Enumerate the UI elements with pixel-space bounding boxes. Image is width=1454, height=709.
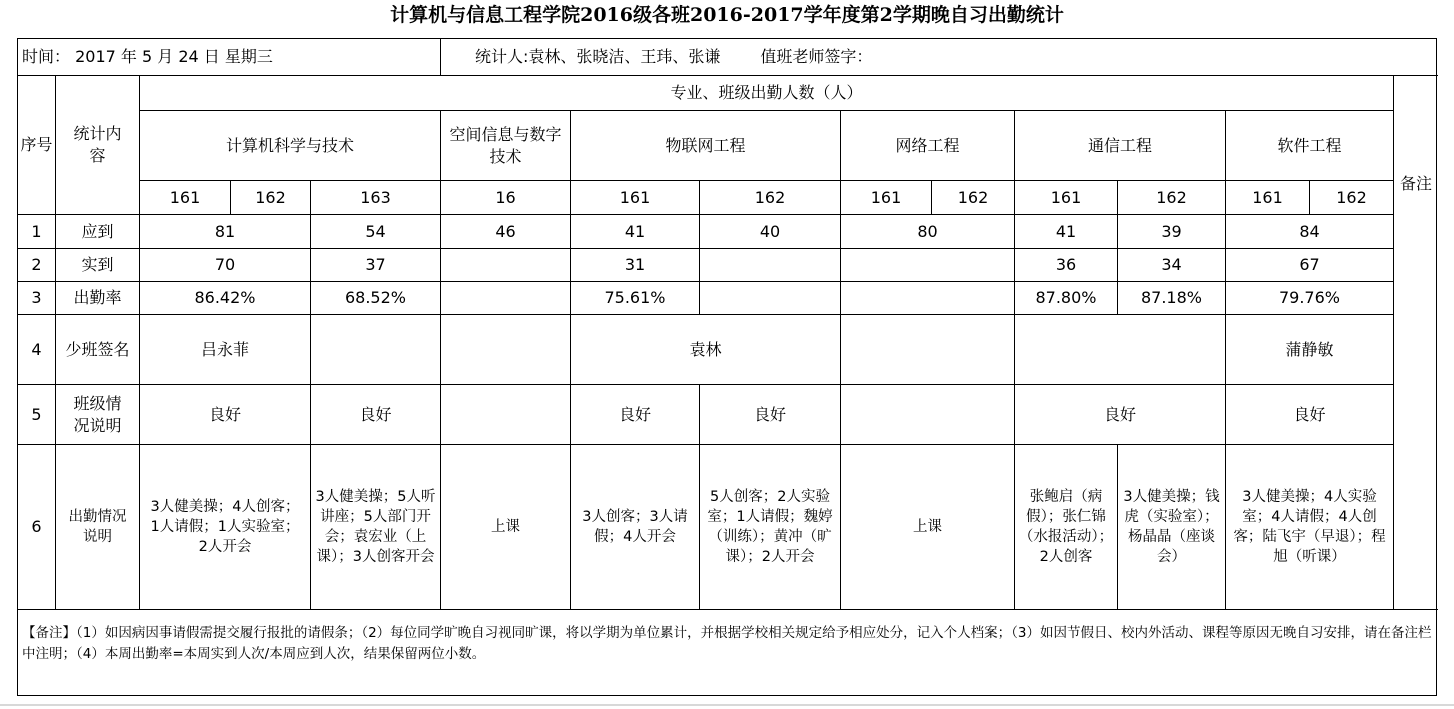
row1-net: 80 [841, 215, 1015, 249]
row4-sw: 蒲静敏 [1226, 315, 1394, 385]
row6-cs12: 3人健美操；4人创客；1人请假；1人实验室；2人开会 [140, 445, 311, 610]
row3-cs3: 68.52% [311, 282, 441, 315]
row6-label: 出勤情况说明 [56, 445, 140, 610]
row6-no: 6 [18, 445, 56, 610]
major-software: 软件工程 [1226, 111, 1394, 181]
row2-sw: 67 [1226, 249, 1394, 282]
row4-cs3 [311, 315, 441, 385]
row4-net [841, 315, 1015, 385]
row5-cs12: 良好 [140, 385, 311, 445]
row1-cs3: 54 [311, 215, 441, 249]
row5-net [841, 385, 1015, 445]
class-tc-161: 161 [1015, 181, 1118, 215]
major-iot: 物联网工程 [571, 111, 841, 181]
row2-iot1: 31 [571, 249, 700, 282]
row1-sw: 84 [1226, 215, 1394, 249]
row3-label: 出勤率 [56, 282, 140, 315]
row6-iot1: 3人创客；3人请假；4人开会 [571, 445, 700, 610]
row3-spatial [441, 282, 571, 315]
row6-iot2: 5人创客；2人实验室；1人请假；魏婷（训练）；黄冲（旷课）；2人开会 [700, 445, 841, 610]
row2-spatial [441, 249, 571, 282]
class-cs-163: 163 [311, 181, 441, 215]
row2-tc2: 34 [1118, 249, 1226, 282]
row3-net [841, 282, 1015, 315]
row1-no: 1 [18, 215, 56, 249]
header-content: 统计内容 [56, 76, 140, 215]
row1-tc2: 39 [1118, 215, 1226, 249]
row2-iot2 [700, 249, 841, 282]
row1-spatial: 46 [441, 215, 571, 249]
class-cs-162: 162 [231, 181, 311, 215]
row1-cs12: 81 [140, 215, 311, 249]
row4-iot: 袁林 [571, 315, 841, 385]
major-cs: 计算机科学与技术 [140, 111, 441, 181]
row2-cs3: 37 [311, 249, 441, 282]
attendance-sheet [17, 38, 1437, 696]
row5-tc: 良好 [1015, 385, 1226, 445]
row2-tc1: 36 [1015, 249, 1118, 282]
row5-sw: 良好 [1226, 385, 1394, 445]
class-iot-162: 162 [700, 181, 841, 215]
row1-iot2: 40 [700, 215, 841, 249]
class-tc-162: 162 [1118, 181, 1226, 215]
row1-tc1: 41 [1015, 215, 1118, 249]
row1-label: 应到 [56, 215, 140, 249]
row3-cs12: 86.42% [140, 282, 311, 315]
row3-no: 3 [18, 282, 56, 315]
row6-tc1: 张鲍启（病假）；张仁锦（水报活动）；2人创客 [1015, 445, 1118, 610]
row5-iot1: 良好 [571, 385, 700, 445]
class-net-162: 162 [932, 181, 1015, 215]
row3-tc1: 87.80% [1015, 282, 1118, 315]
row4-no: 4 [18, 315, 56, 385]
class-sw-161: 161 [1226, 181, 1310, 215]
row5-no: 5 [18, 385, 56, 445]
info-date: 时间： 2017 年 5 月 24 日 星期三 [18, 39, 441, 76]
row5-iot2: 良好 [700, 385, 841, 445]
row1-iot1: 41 [571, 215, 700, 249]
row2-no: 2 [18, 249, 56, 282]
row4-cs12: 吕永菲 [140, 315, 311, 385]
row6-tc2: 3人健美操；钱虎（实验室）；杨晶晶（座谈会） [1118, 445, 1226, 610]
row4-spatial [441, 315, 571, 385]
row2-cs12: 70 [140, 249, 311, 282]
header-remark: 备注 [1394, 76, 1438, 610]
row2-net [841, 249, 1015, 282]
row6-net: 上课 [841, 445, 1015, 610]
row4-label: 少班签名 [56, 315, 140, 385]
bottom-edge-divider [0, 704, 1454, 706]
row6-sw: 3人健美操；4人实验室；4人请假；4人创客；陆飞宇（早退）；程旭（听课） [1226, 445, 1394, 610]
info-stat: 统计人:袁林、张晓洁、王玮、张谦 [475, 47, 721, 66]
info-teacher: 值班老师签字： [760, 47, 873, 66]
class-net-161: 161 [841, 181, 932, 215]
row5-spatial [441, 385, 571, 445]
header-seq: 序号 [18, 76, 56, 215]
page-title: 计算机与信息工程学院2016级各班2016-2017学年度第2学期晚自习出勤统计 [390, 4, 1064, 26]
row6-cs3: 3人健美操；5人听讲座；5人部门开会；袁宏业（上课）；3人创客开会 [311, 445, 441, 610]
row4-tc [1015, 315, 1226, 385]
row6-spatial: 上课 [441, 445, 571, 610]
major-spatial: 空间信息与数字技术 [441, 111, 571, 181]
row2-label: 实到 [56, 249, 140, 282]
row3-tc2: 87.18% [1118, 282, 1226, 315]
header-group: 专业、班级出勤人数（人） [140, 76, 1394, 111]
class-spatial-16: 16 [441, 181, 571, 215]
footer-note: 【备注】（1）如因病因事请假需提交履行报批的请假条；（2）每位同学旷晚自习视同旷课，将以学期为单位累计，并根据学校相关规定给予相应处分，记入个人档案；（3）如因节假日、校内外活动、课程等原因无晚自习安排，请在备注栏中注明；（4）本周出勤率=本周实到人次/本周应到人次，结果保留两位小数。 [22, 625, 1432, 662]
row3-sw: 79.76% [1226, 282, 1394, 315]
row5-cs3: 良好 [311, 385, 441, 445]
info-stat-and-teacher [441, 39, 1438, 76]
row3-iot1: 75.61% [571, 282, 700, 315]
class-iot-161: 161 [571, 181, 700, 215]
row5-label: 班级情况说明 [56, 385, 140, 445]
class-cs-161: 161 [140, 181, 231, 215]
major-telecom: 通信工程 [1015, 111, 1226, 181]
row3-iot2 [700, 282, 841, 315]
class-sw-162: 162 [1310, 181, 1394, 215]
major-network: 网络工程 [841, 111, 1015, 181]
attendance-table [18, 39, 1438, 610]
